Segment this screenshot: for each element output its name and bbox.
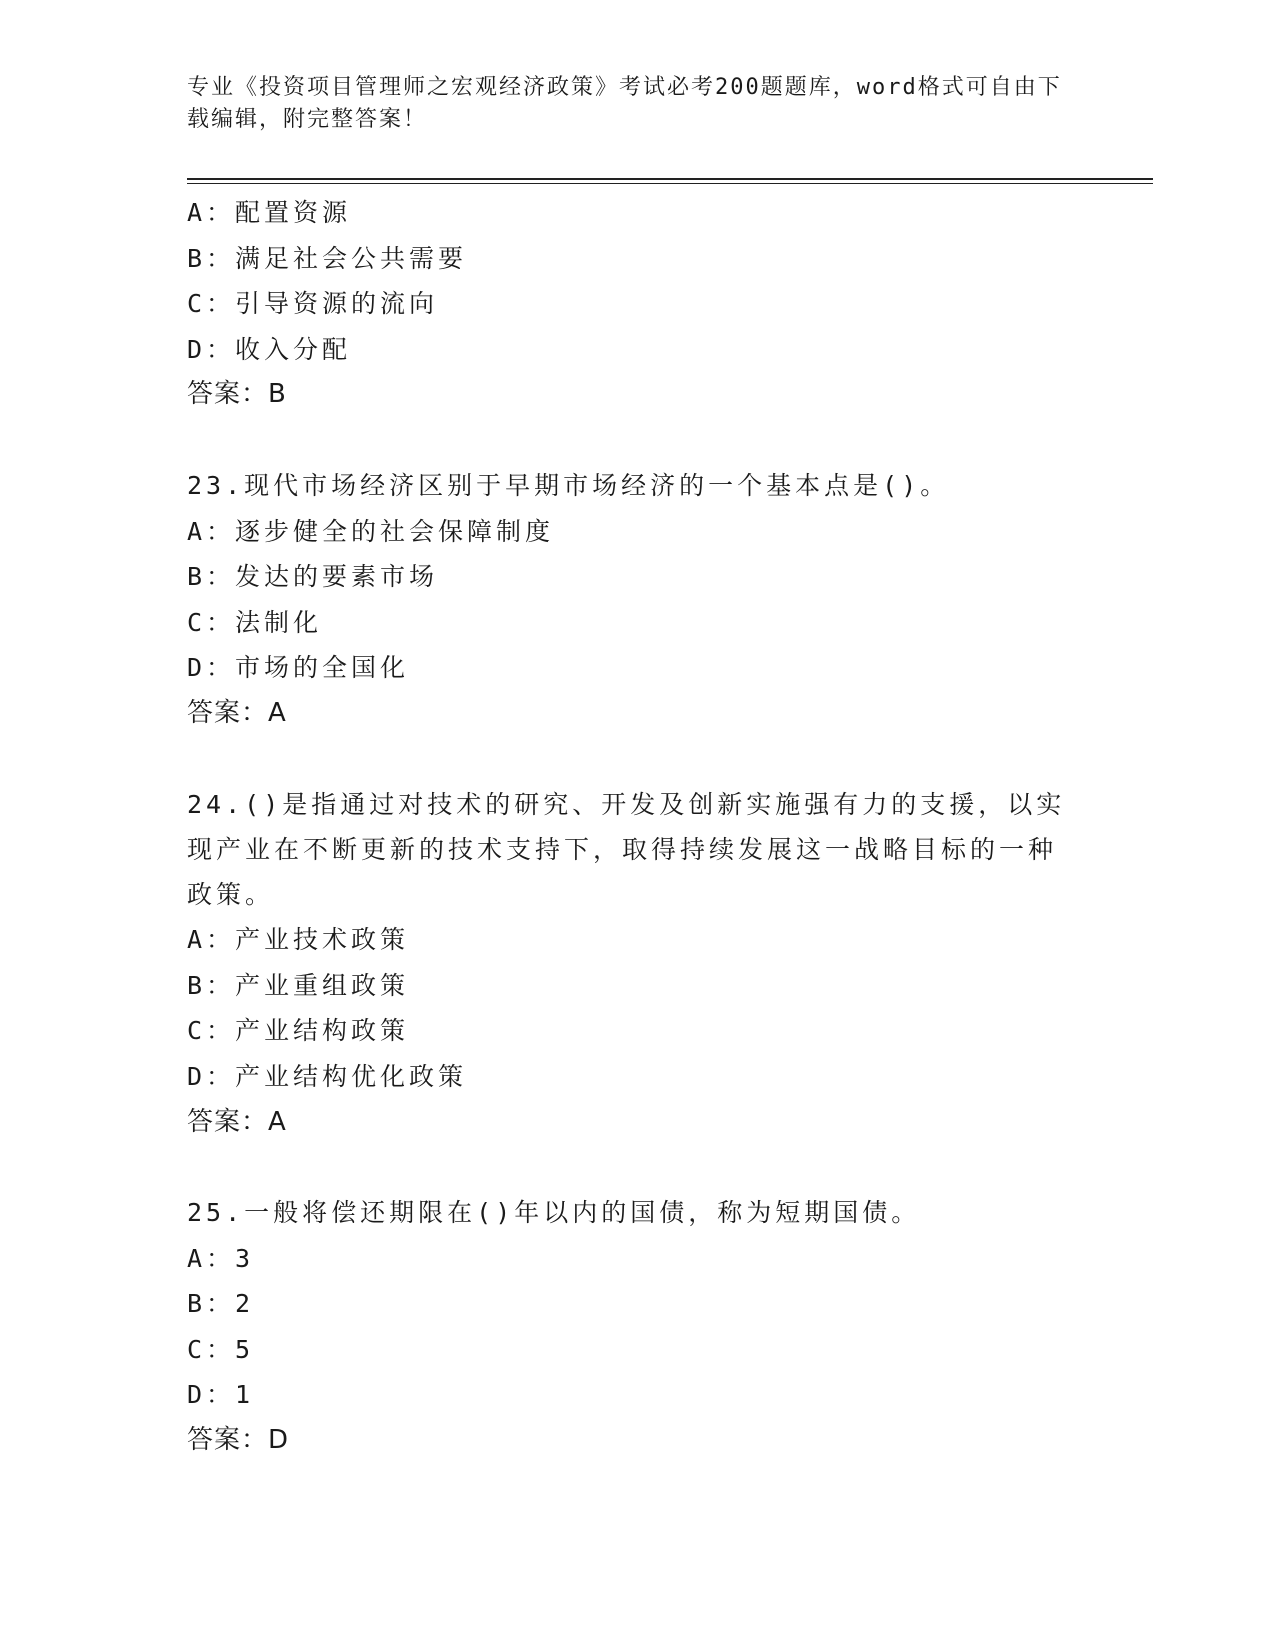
option-a: A：产业技术政策 (187, 925, 410, 955)
option-c: C：产业结构政策 (187, 1016, 410, 1046)
question-stem: 25.一般将偿还期限在()年以内的国债，称为短期国债。 (187, 1198, 921, 1228)
option-c: C：5 (187, 1334, 255, 1364)
option-d: D：收入分配 (187, 334, 352, 364)
spacer (187, 737, 1087, 782)
answer-line: 答案：B (187, 379, 287, 410)
answer-line: 答案：A (187, 697, 287, 728)
question-22 (187, 190, 1087, 418)
option-b: B：2 (187, 1289, 255, 1319)
question-24 (187, 782, 1087, 1146)
option-a: A：配置资源 (187, 198, 352, 227)
answer-line: 答案：D (187, 1425, 290, 1456)
option-a: A：逐步健全的社会保障制度 (187, 516, 555, 546)
option-c: C：引导资源的流向 (187, 289, 439, 319)
answer-line: 答案：A (187, 1106, 287, 1137)
option-d: D：产业结构优化政策 (187, 1061, 468, 1091)
option-c: C：法制化 (187, 607, 323, 637)
document-header-title: 专业《投资项目管理师之宏观经济政策》考试必考200题题库，word格式可自由下载编辑，附完整答案！ (187, 75, 1062, 132)
question-23 (187, 463, 1087, 737)
question-list (187, 190, 1087, 1464)
option-d: D：1 (187, 1380, 255, 1410)
spacer (187, 418, 1087, 463)
option-d: D：市场的全国化 (187, 653, 410, 683)
question-stem: 23.现代市场经济区别于早期市场经济的一个基本点是()。 (187, 470, 950, 500)
option-a: A：3 (187, 1243, 255, 1273)
spacer (187, 1145, 1087, 1190)
question-stem: 24.()是指通过对技术的研究、开发及创新实施强有力的支援，以实现产业在不断更新的技术支持下，取得持续发展这一战略目标的一种政策。 (187, 789, 1066, 909)
option-b: B：产业重组政策 (187, 970, 410, 1000)
option-b: B：发达的要素市场 (187, 562, 439, 592)
option-b: B：满足社会公共需要 (187, 243, 468, 273)
question-25 (187, 1190, 1087, 1464)
header-divider-thick (187, 178, 1153, 180)
header-divider-thin (187, 183, 1153, 184)
